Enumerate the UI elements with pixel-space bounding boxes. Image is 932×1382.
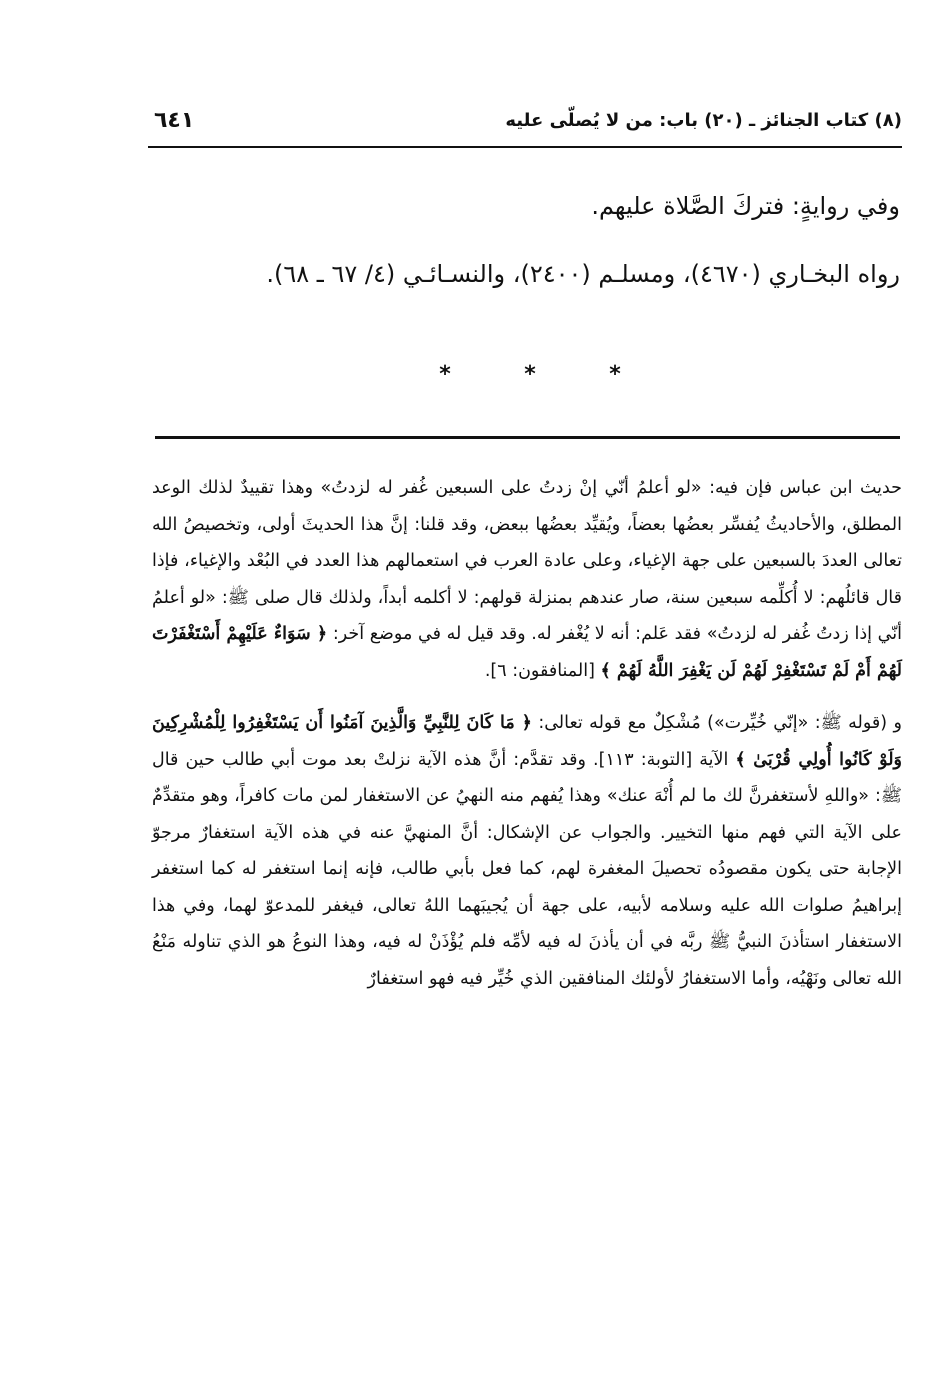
header-divider — [148, 146, 902, 148]
quran-verse: ﴿ مَا كَانَ لِلنَّبِيِّ وَالَّذِينَ آمَنُوا أَن يَسْتَغْفِرُوا لِلْمُشْرِكِينَ وَلَوْ كَانُوا أُولِي قُرْبَىٰ ﴾ — [152, 713, 902, 770]
separator-star: * — [609, 362, 621, 387]
commentary-text-segment: الآية [التوبة: ١١٣]. وقد تقدَّم: أنَّ هذه الآية نزلتْ بعد موت أبي طالب حين قال ﷺ: «واللهِ لأستغفرنَّ لك ما لم أُنْهَ عنك» وهذا يُفهم منه النهيُ عن الاستغفار لمن مات كافراً، وهو متقدِّمٌ على الآية التي فهم منها التخيير. والجواب عن الإشكال: أنَّ المنهيَّ عنه في هذه الآية استغفارٌ مرجوّ الإجابة حتى يكون مقصودُه تحصيلَ المغفرة لهم، كما فعل بأبي طالب، فإنه إنما استغفر له كما استغفر إبراهيمُ صلوات الله عليه وسلامه لأبيه، على جهة أن يُجيبَهما اللهُ تعالى، فيغفر للمدعوّ لهما، وفي هذا الاستغفار استأذنَ النبيُّ ﷺ ربَّه في أن يأذنَ له فيه لأمِّه فلم يُؤْذَنْ له فيه، وهذا النوعُ هو الذي تناوله مَنْعُ الله تعالى ونَهْيُه، وأما الاستغفارُ لأولئك المنافقين الذي خُيِّر فيه فهو استغفارٌ — [152, 749, 902, 989]
narration-line: وفي روايةٍ: فتركَ الصَّلاة عليهم. — [591, 192, 900, 220]
separator-star: * — [439, 362, 451, 387]
source-citation: رواه البخـاري (٤٦٧٠)، ومسلـم (٢٤٠٠)، والنسـائـي (٤/ ٦٧ ـ ٦٨). — [266, 260, 900, 288]
commentary-paragraph — [152, 470, 902, 689]
separator-star: * — [524, 362, 536, 387]
running-header — [150, 108, 902, 148]
section-separator — [430, 362, 630, 392]
page-number: ٦٤١ — [154, 108, 195, 133]
commentary-paragraph — [152, 705, 902, 997]
commentary-divider — [155, 436, 900, 439]
verse-reference: [المنافقون: ٦]. — [484, 660, 595, 681]
chapter-title: (٨) كتاب الجنائز ـ (٢٠) باب: من لا يُصلّى عليه — [505, 110, 902, 131]
main-text — [155, 176, 900, 304]
commentary-text — [152, 470, 902, 997]
commentary-text-segment: و (قوله ﷺ: «إنّي خُيِّرت») مُشْكِلٌ مع قوله تعالى: — [538, 713, 902, 733]
quran-verse: ﴿ سَوَاءٌ عَلَيْهِمْ أَسْتَغْفَرْتَ لَهُمْ أَمْ لَمْ تَسْتَغْفِرْ لَهُمْ لَن يَغْفِرَ اللَّهُ لَهُمْ ﴾ — [152, 624, 902, 681]
commentary-text-segment: حديث ابن عباس فإن فيه: «لو أعلمُ أنّي إنْ زدتُ على السبعين غُفر له لزدتُ» وهذا تقييدٌ لذلك الوعد المطلق، والأحاديثُ يُفسِّر بعضُها بعضاً، ويُقيِّد بعضُها ببعض، وقد قلنا: إنَّ هذا الحديثَ أولى، وتخصيصُ الله تعالى العددَ بالسبعين على جهة الإغياء، وعلى عادة العرب في استعمالهم هذا العدد في البُعْد والإغياء، فإذا قال قائلُهم: لا أُكلِّمه سبعين سنة، صار عندهم بمنزلة قولهم: لا أكلمه أبداً، ولذلك قال صلى ﷺ: «لو أعلمُ أنّي إذا زدتُ غُفر له لزدتُ» فقد عَلم: أنه لا يُغْفر له. وقد قيل له في موضع آخر: — [152, 478, 902, 644]
